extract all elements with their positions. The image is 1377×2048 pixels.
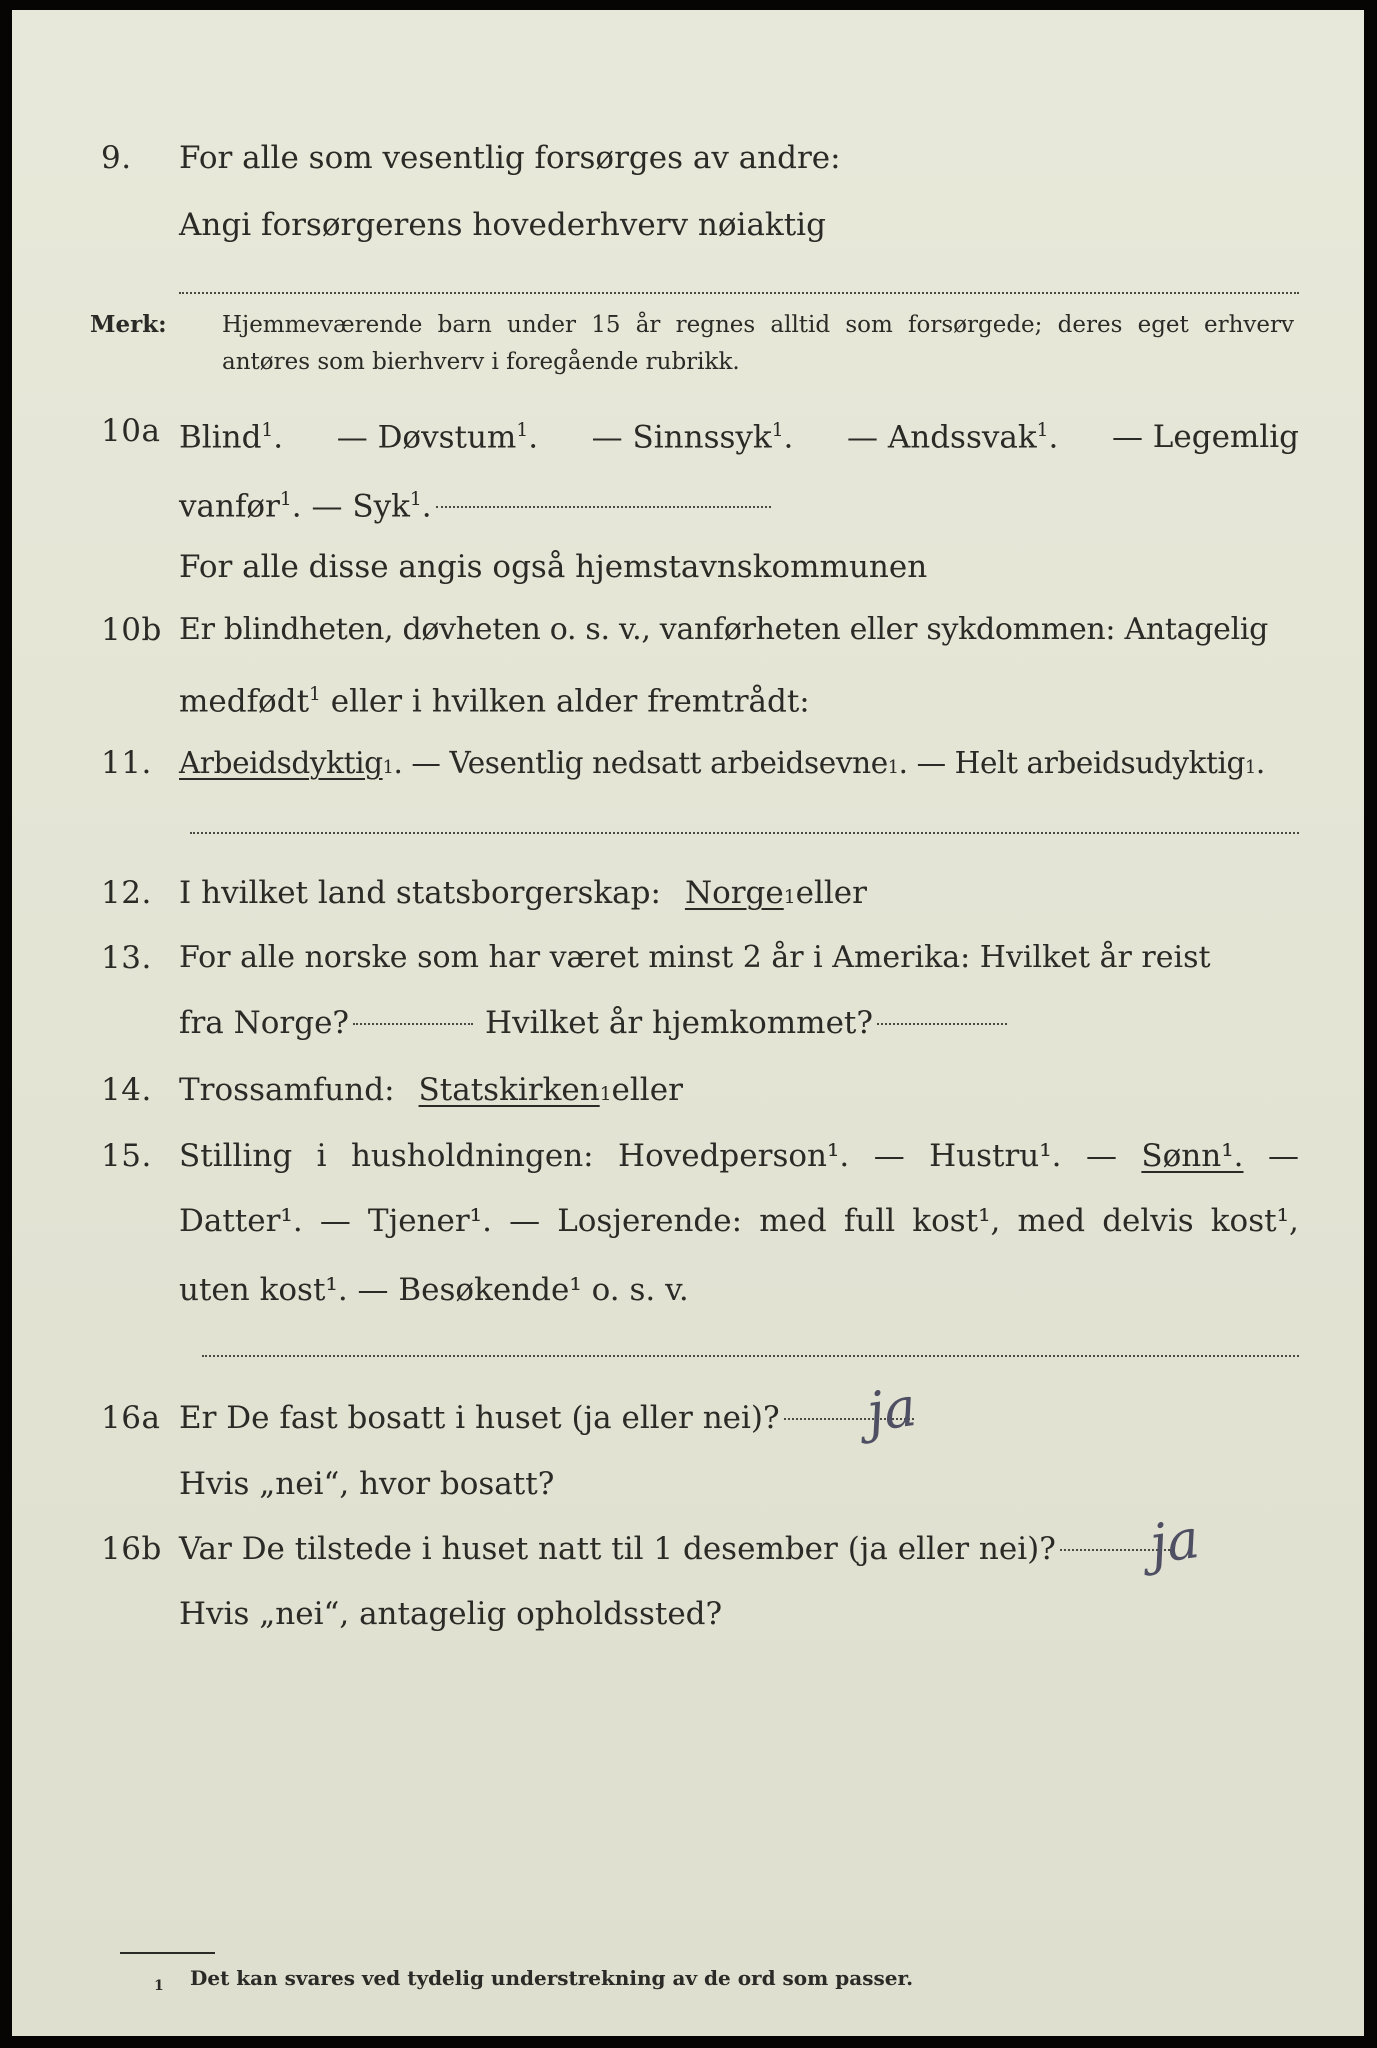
question-text: Var De tilstede i huset natt til 1 desember (ja eller nei)?: [179, 1531, 1056, 1567]
option-text: Blind$^1$.: [179, 419, 284, 456]
option-text: — Døvstum$^1$.: [336, 419, 539, 456]
question-text: Hvis „nei“, hvor bosatt?: [179, 1466, 555, 1502]
question-9: [12, 128, 1364, 188]
question-12: 12. I hvilket land statsborgerskap: Norge 1 eller: [12, 863, 1364, 923]
question-16a-line2: [12, 1454, 1364, 1514]
option-arbeidsdyktig-underlined[interactable]: Arbeidsdyktig: [179, 746, 383, 780]
answer-field-q10a[interactable]: [436, 506, 771, 508]
question-number: 13.: [101, 940, 152, 976]
question-14: 14. Trossamfund: Statskirken 1 eller: [12, 1060, 1364, 1120]
question-text: For alle disse angis også hjemstavnskommunen: [179, 549, 928, 585]
question-number: 10a: [101, 413, 161, 449]
question-10a: [12, 401, 1364, 461]
option-text: . — Helt arbeidsudyktig: [898, 746, 1245, 780]
question-15: 15. Stilling i husholdningen: Hovedperson¹. — Hustru¹. — Sønn¹. —: [12, 1126, 1364, 1186]
question-10b-line2: [12, 665, 1364, 725]
question-text: Er De fast bosatt i huset (ja eller nei)?: [179, 1400, 780, 1436]
question-text: I hvilket land statsborgerskap:: [179, 875, 661, 911]
question-15-line2: Datter¹. — Tjener¹. — Losjerende: med full kost¹, med delvis kost¹,: [179, 1203, 1299, 1239]
footnote-mark: 1: [154, 1978, 164, 1994]
question-number: 12.: [101, 875, 152, 911]
merk-text: Hjemmeværende barn under 15 år regnes alltid som forsørgede; deres eget erhverv: [222, 312, 1294, 338]
answer-field-q9-extra[interactable]: [179, 292, 1299, 294]
option-text: — Legemlig: [1111, 419, 1299, 456]
question-number: 15.: [101, 1138, 152, 1174]
answer-field-year-returned[interactable]: [877, 1023, 1007, 1025]
question-number: 11.: [101, 745, 152, 781]
option-sonn-underlined[interactable]: Sønn¹.: [1141, 1138, 1244, 1174]
question-text: For alle som vesentlig forsørges av andre:: [179, 140, 841, 176]
question-16b-line2: [12, 1584, 1364, 1644]
option-text: . — Vesentlig nedsatt arbeidsevne: [393, 746, 888, 780]
footnote-text: Det kan svares ved tydelig understrekning av de ord som passer.: [190, 1966, 914, 1990]
footnote-divider: [120, 1952, 215, 1954]
option-text: vanfør$^1$. — Syk$^1$.: [179, 488, 432, 525]
question-15-line3: [12, 1260, 1364, 1320]
question-text: Er blindheten, døvheten o. s. v., vanførheten eller sykdommen: Antagelig: [179, 612, 1269, 647]
question-16a: [12, 1388, 1364, 1448]
question-number: 16a: [101, 1400, 161, 1436]
option-text: — Andssvak$^1$.: [847, 419, 1059, 456]
question-text: Angi forsørgerens hovederhverv nøiaktig: [179, 207, 826, 243]
question-number: 9.: [101, 140, 132, 176]
answer-field-q11[interactable]: [190, 832, 1299, 834]
census-form-page: [12, 10, 1364, 2036]
option-text: — Sinnssyk$^1$.: [591, 419, 794, 456]
answer-field-q15-extra[interactable]: [202, 1355, 1299, 1357]
option-norge-underlined[interactable]: Norge: [684, 875, 784, 911]
question-text: For alle norske som har været minst 2 år i Amerika: Hvilket år reist: [179, 940, 1211, 975]
handwritten-answer-16a: ja: [862, 1374, 921, 1445]
question-number: 14.: [101, 1072, 152, 1108]
option-statskirken-underlined[interactable]: Statskirken: [418, 1072, 600, 1108]
answer-field-year-left[interactable]: [353, 1023, 473, 1025]
question-10a-line2: [12, 470, 1364, 530]
handwritten-answer-16b: ja: [1145, 1506, 1204, 1577]
question-text: uten kost¹. — Besøkende¹ o. s. v.: [179, 1272, 689, 1308]
question-number: 10b: [101, 612, 162, 648]
question-text: Trossamfund:: [179, 1072, 395, 1108]
question-text: Hvilket år hjemkommet?: [485, 1005, 874, 1041]
question-10a-line3: [12, 537, 1364, 597]
question-9-line2: [12, 195, 1364, 255]
question-13: [12, 928, 1364, 988]
question-11: 11. Arbeidsdyktig 1 . — Vesentlig nedsatt arbeidsevne 1 . — Helt arbeidsudyktig 1 .: [12, 733, 1364, 793]
question-text: Hvis „nei“, antagelig opholdssted?: [179, 1596, 723, 1632]
merk-label: Merk:: [90, 311, 167, 338]
question-13-line2: [12, 993, 1364, 1053]
question-text: fra Norge?: [179, 1005, 350, 1041]
question-text: medfødt$^1$ eller i hvilken alder fremtrådt:: [179, 683, 810, 720]
merk-text: antøres som bierhverv i foregående rubrikk.: [222, 349, 740, 375]
question-number: 16b: [101, 1531, 162, 1567]
question-10b: [12, 600, 1364, 660]
